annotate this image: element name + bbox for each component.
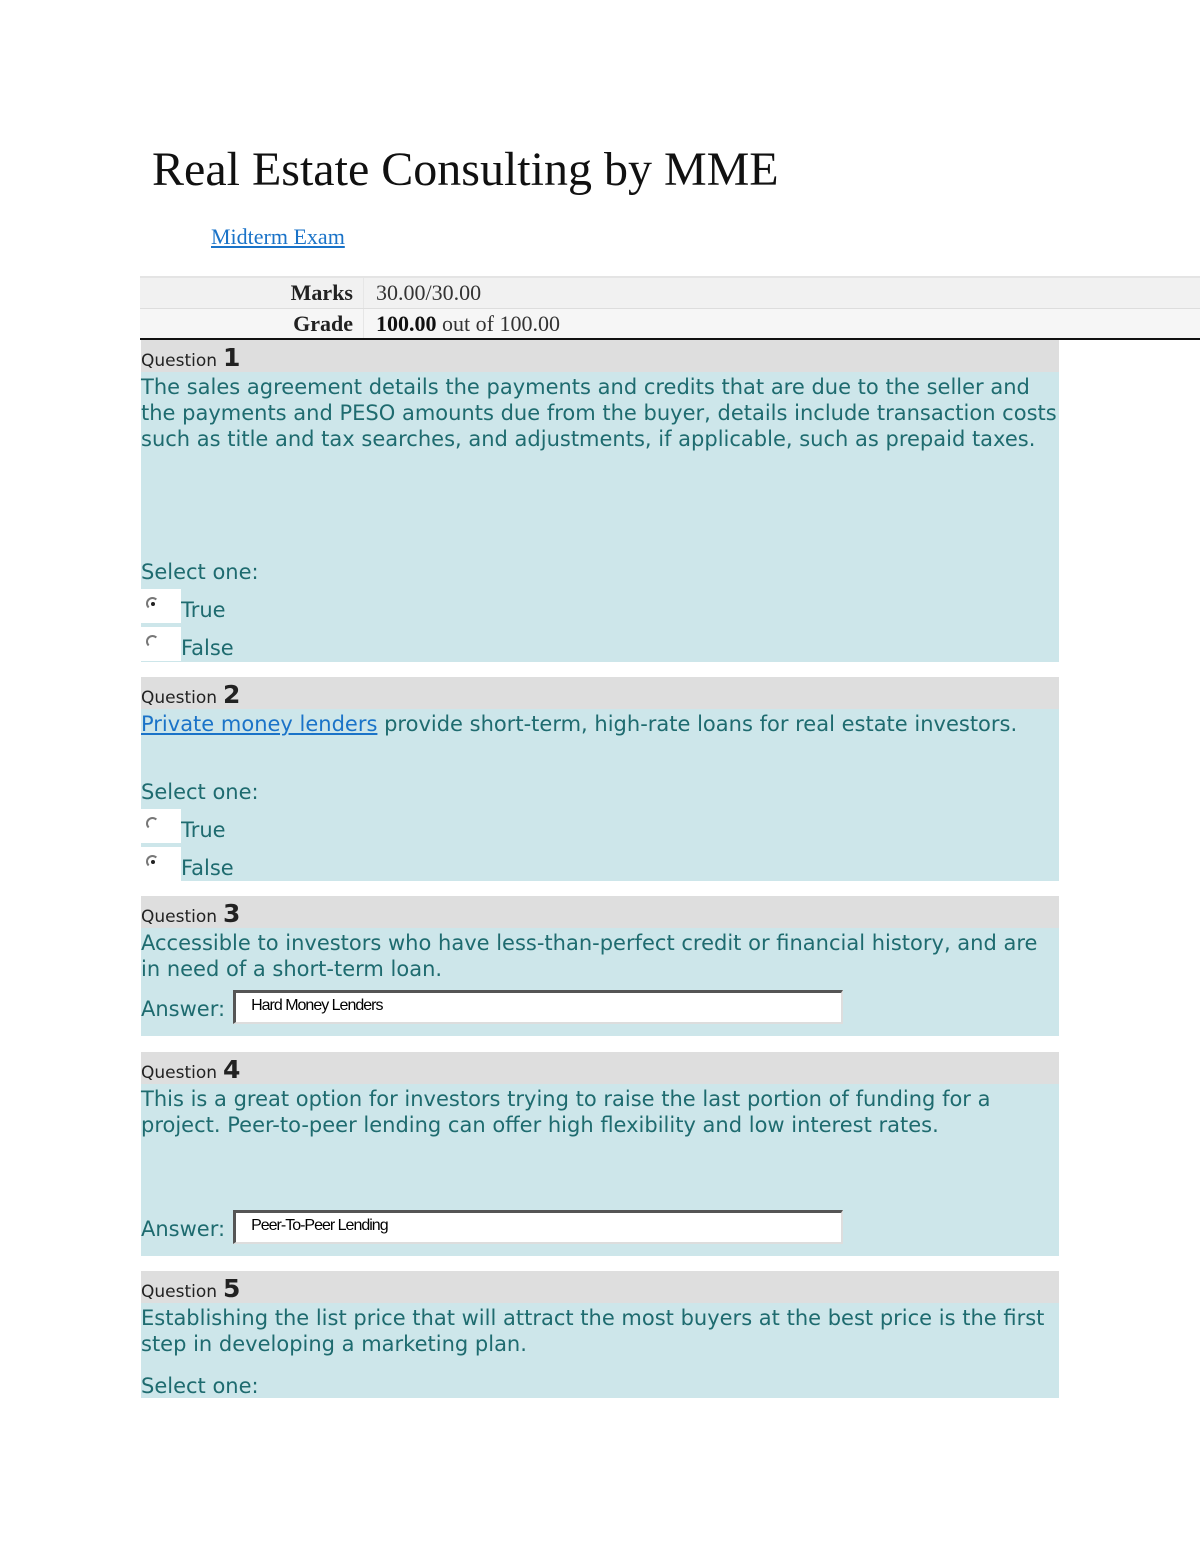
answer-row [141, 988, 1059, 1022]
grade-suffix: out of 100.00 [442, 310, 560, 336]
answer-label: Answer: [141, 997, 226, 1021]
grade-value [364, 309, 560, 339]
question-header [141, 677, 1059, 709]
select-one-label: Select one: [141, 780, 259, 804]
question-number: 1 [223, 343, 241, 372]
answer-label: Answer: [141, 1217, 226, 1241]
grade-score: 100.00 [376, 310, 437, 336]
question-2 [141, 677, 1059, 881]
radio-container [141, 627, 181, 661]
question-number: 2 [223, 680, 241, 709]
question-text [141, 709, 1059, 767]
grade-label: Grade [140, 309, 364, 338]
question-word: Question [141, 1063, 218, 1083]
question-number: 4 [223, 1055, 241, 1084]
option-false[interactable] [141, 623, 1059, 661]
midterm-exam-link[interactable]: Midterm Exam [211, 224, 345, 249]
radio-container [141, 847, 181, 881]
marks-row [140, 278, 1200, 309]
question-1 [141, 340, 1059, 662]
select-one-label: Select one: [141, 1374, 259, 1398]
question-text: Accessible to investors who have less-than-perfect credit or financial history, and are in need of a short-term loan. [141, 931, 1038, 981]
radio-container [141, 589, 181, 623]
answer-row [141, 1208, 1059, 1242]
question-4 [141, 1052, 1059, 1256]
question-word: Question [141, 688, 218, 708]
question-word: Question [141, 907, 218, 927]
question-header [141, 896, 1059, 928]
question-3 [141, 896, 1059, 1036]
question-number: 5 [223, 1274, 241, 1303]
answer-field[interactable]: Hard Money Lenders [233, 990, 843, 1024]
radio-false[interactable] [146, 855, 159, 868]
question-header [141, 1271, 1059, 1303]
option-label: False [181, 856, 234, 880]
question-text: Establishing the list price that will attract the most buyers at the best price is the first step in developing a marketing plan. [141, 1306, 1045, 1356]
question-text-rest: provide short-term, high-rate loans for real estate investors. [377, 712, 1018, 736]
radio-container [141, 809, 181, 843]
question-5 [141, 1271, 1059, 1398]
question-word: Question [141, 1282, 218, 1302]
marks-label: Marks [140, 278, 364, 308]
radio-false[interactable] [146, 635, 159, 648]
page-title: Real Estate Consulting by MME [152, 143, 779, 196]
grade-row [140, 309, 1200, 340]
option-label: True [181, 598, 226, 622]
option-true[interactable] [141, 805, 1059, 843]
question-number: 3 [223, 899, 241, 928]
option-label: True [181, 818, 226, 842]
option-false[interactable] [141, 843, 1059, 881]
private-money-lenders-link[interactable]: Private money lenders [141, 712, 378, 736]
option-true[interactable] [141, 585, 1059, 623]
select-one-label: Select one: [141, 560, 259, 584]
question-word: Question [141, 351, 218, 371]
radio-true[interactable] [146, 597, 159, 610]
grade-summary-table [140, 276, 1200, 340]
option-label: False [181, 636, 234, 660]
marks-value: 30.00/30.00 [376, 280, 482, 305]
question-text: The sales agreement details the payments and credits that are due to the seller and the payments and PESO amounts due from the buyer, details include transaction costs such as title and tax searches, and adjustments, if applicable, such as prepaid taxes. [141, 375, 1057, 451]
answer-field[interactable]: Peer-To-Peer Lending [233, 1210, 843, 1244]
question-header [141, 340, 1059, 372]
radio-true[interactable] [146, 817, 159, 830]
question-header [141, 1052, 1059, 1084]
question-text: This is a great option for investors trying to raise the last portion of funding for a project. Peer-to-peer lending can offer high flexibility and low interest rates. [141, 1087, 991, 1137]
